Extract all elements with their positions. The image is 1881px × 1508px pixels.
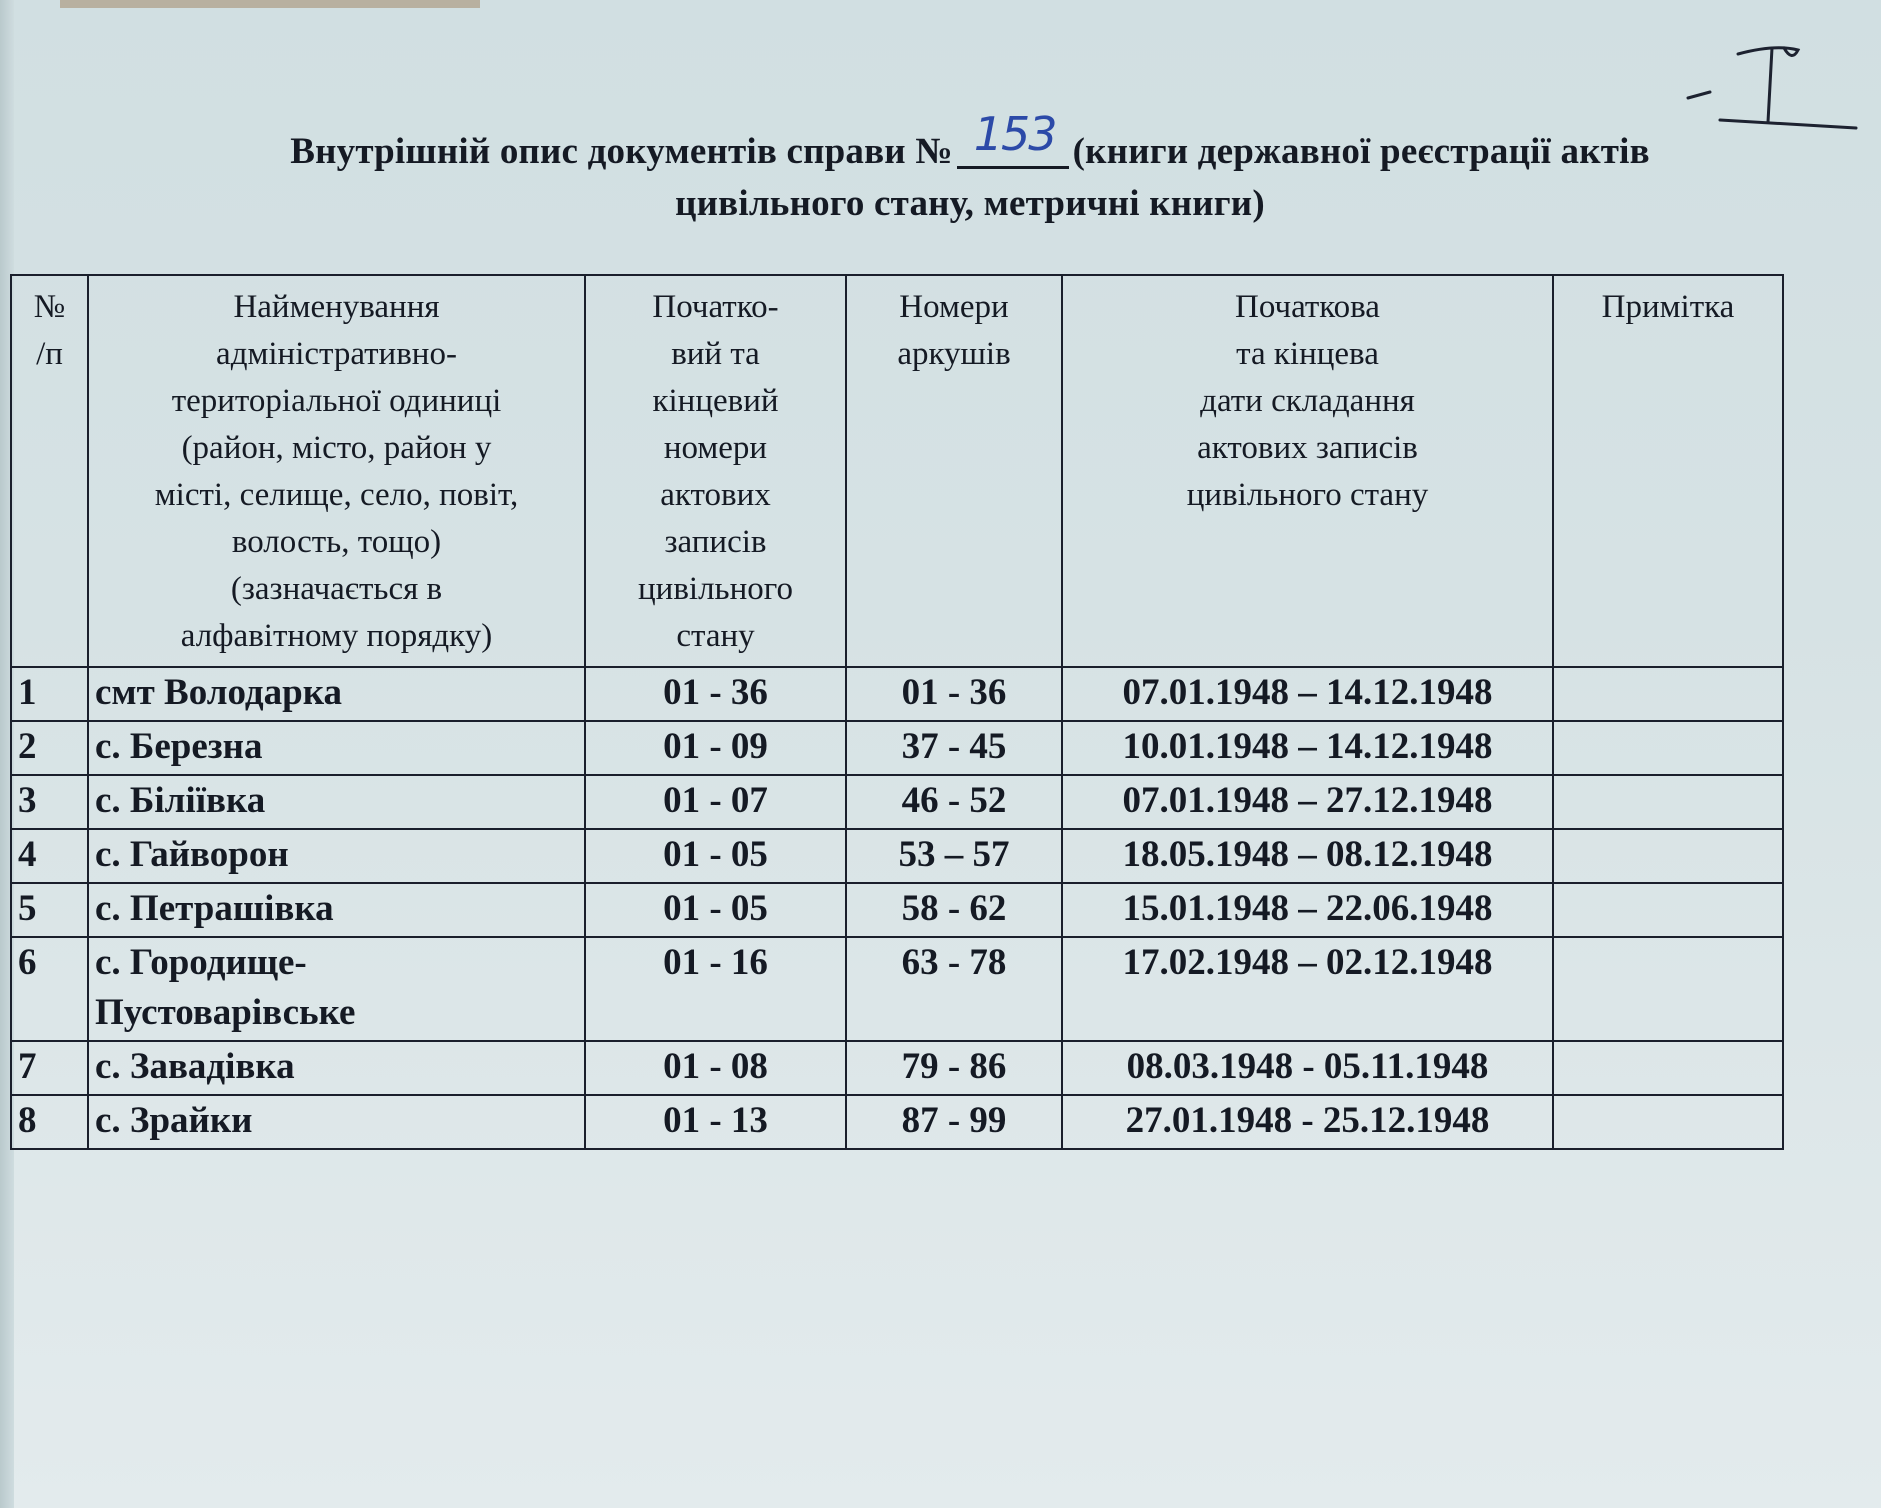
title-line-1 [120, 107, 1820, 178]
note-cell [1553, 883, 1783, 937]
table-row [11, 721, 1783, 775]
record-numbers: 01 - 13 [585, 1095, 846, 1149]
header-line: Номери [899, 289, 1009, 325]
sheet-numbers: 01 - 36 [846, 667, 1062, 721]
date-range: 10.01.1948 – 14.12.1948 [1062, 721, 1553, 775]
title-line-2: цивільного стану, метричні книги) [675, 183, 1265, 224]
table-row [11, 667, 1783, 721]
header-dates [1062, 275, 1553, 667]
date-range: 18.05.1948 – 08.12.1948 [1062, 829, 1553, 883]
unit-name-line: Пустоварівське [95, 992, 356, 1033]
row-number: 6 [11, 937, 88, 1041]
unit-name-line: с. Березна [95, 726, 263, 767]
header-unit-name [88, 275, 585, 667]
date-range: 17.02.1948 – 02.12.1948 [1062, 937, 1553, 1041]
inventory-table [10, 274, 1784, 1150]
note-cell [1553, 1095, 1783, 1149]
header-line: актових записів [1197, 430, 1418, 466]
record-numbers: 01 - 36 [585, 667, 846, 721]
header-line: цивільного стану [1186, 477, 1429, 513]
sheet-numbers: 63 - 78 [846, 937, 1062, 1041]
header-line: територіальної одиниці [171, 383, 502, 419]
header-record-numbers [585, 275, 846, 667]
header-line: дати складання [1200, 383, 1415, 419]
note-cell [1553, 667, 1783, 721]
date-range: 07.01.1948 – 14.12.1948 [1062, 667, 1553, 721]
header-line: номери [663, 430, 768, 466]
paper-edge [60, 0, 480, 8]
unit-name [88, 775, 585, 829]
sheet-numbers: 87 - 99 [846, 1095, 1062, 1149]
date-range: 08.03.1948 - 05.11.1948 [1062, 1041, 1553, 1095]
header-line: цивільного [638, 571, 793, 607]
table-row [11, 1041, 1783, 1095]
unit-name [88, 1041, 585, 1095]
header-line: місті, селище, село, повіт, [154, 477, 519, 513]
sheet-numbers: 53 – 57 [846, 829, 1062, 883]
document-title [120, 107, 1820, 230]
header-line: Початко- [652, 289, 779, 325]
header-line: (район, місто, район у [181, 430, 492, 466]
record-numbers: 01 - 16 [585, 937, 846, 1041]
case-number-handwritten: 153 [973, 107, 1056, 161]
record-numbers: 01 - 07 [585, 775, 846, 829]
unit-name [88, 883, 585, 937]
header-note [1553, 275, 1783, 667]
sheet-numbers: 46 - 52 [846, 775, 1062, 829]
date-range: 27.01.1948 - 25.12.1948 [1062, 1095, 1553, 1149]
table-header-row [11, 275, 1783, 667]
title-prefix: Внутрішній опис документів справи № [290, 131, 953, 172]
header-line: аркушів [897, 336, 1011, 372]
header-line: стану [676, 618, 755, 654]
header-number [11, 275, 88, 667]
unit-name-line: с. Петрашівка [95, 888, 334, 929]
header-line: (зазначається в [230, 571, 443, 607]
unit-name [88, 667, 585, 721]
note-cell [1553, 775, 1783, 829]
row-number: 4 [11, 829, 88, 883]
unit-name [88, 829, 585, 883]
header-line: адміністративно- [216, 336, 457, 372]
unit-name-line: с. Зрайки [95, 1100, 253, 1141]
header-line: алфавітному порядку) [180, 618, 493, 654]
table-row [11, 829, 1783, 883]
row-number: 8 [11, 1095, 88, 1149]
row-number: 3 [11, 775, 88, 829]
record-numbers: 01 - 08 [585, 1041, 846, 1095]
header-line: /п [36, 336, 63, 372]
row-number: 5 [11, 883, 88, 937]
header-line: № [33, 289, 66, 325]
unit-name-line: с. Завадівка [95, 1046, 295, 1087]
record-numbers: 01 - 05 [585, 829, 846, 883]
note-cell [1553, 829, 1783, 883]
case-number-field [957, 107, 1069, 169]
row-number: 7 [11, 1041, 88, 1095]
unit-name [88, 937, 585, 1041]
header-line: вий та [671, 336, 760, 372]
unit-name-line: смт Володарка [95, 672, 342, 713]
header-line: кінцевий [652, 383, 779, 419]
row-number: 2 [11, 721, 88, 775]
header-line: Початкова [1235, 289, 1380, 325]
table-row [11, 1095, 1783, 1149]
record-numbers: 01 - 09 [585, 721, 846, 775]
unit-name-line: с. Городище- [95, 942, 307, 983]
unit-name-line: с. Гайворон [95, 834, 289, 875]
date-range: 15.01.1948 – 22.06.1948 [1062, 883, 1553, 937]
table-row [11, 937, 1783, 1041]
header-sheet-numbers [846, 275, 1062, 667]
row-number: 1 [11, 667, 88, 721]
unit-name [88, 1095, 585, 1149]
table-row [11, 775, 1783, 829]
note-cell [1553, 937, 1783, 1041]
header-line: актових [660, 477, 771, 513]
header-line: та кінцева [1236, 336, 1379, 372]
unit-name-line: с. Біліївка [95, 780, 266, 821]
title-suffix: (книги державної реєстрації актів [1072, 131, 1650, 172]
sheet-numbers: 58 - 62 [846, 883, 1062, 937]
header-line: записів [664, 524, 767, 560]
record-numbers: 01 - 05 [585, 883, 846, 937]
sheet-numbers: 79 - 86 [846, 1041, 1062, 1095]
note-cell [1553, 1041, 1783, 1095]
date-range: 07.01.1948 – 27.12.1948 [1062, 775, 1553, 829]
header-line: Примітка [1601, 289, 1735, 325]
note-cell [1553, 721, 1783, 775]
table-body [11, 667, 1783, 1149]
sheet-numbers: 37 - 45 [846, 721, 1062, 775]
handwritten-mark-icon [1680, 32, 1860, 132]
unit-name [88, 721, 585, 775]
header-line: Найменування [233, 289, 440, 325]
table-row [11, 883, 1783, 937]
header-line: волость, тощо) [231, 524, 442, 560]
